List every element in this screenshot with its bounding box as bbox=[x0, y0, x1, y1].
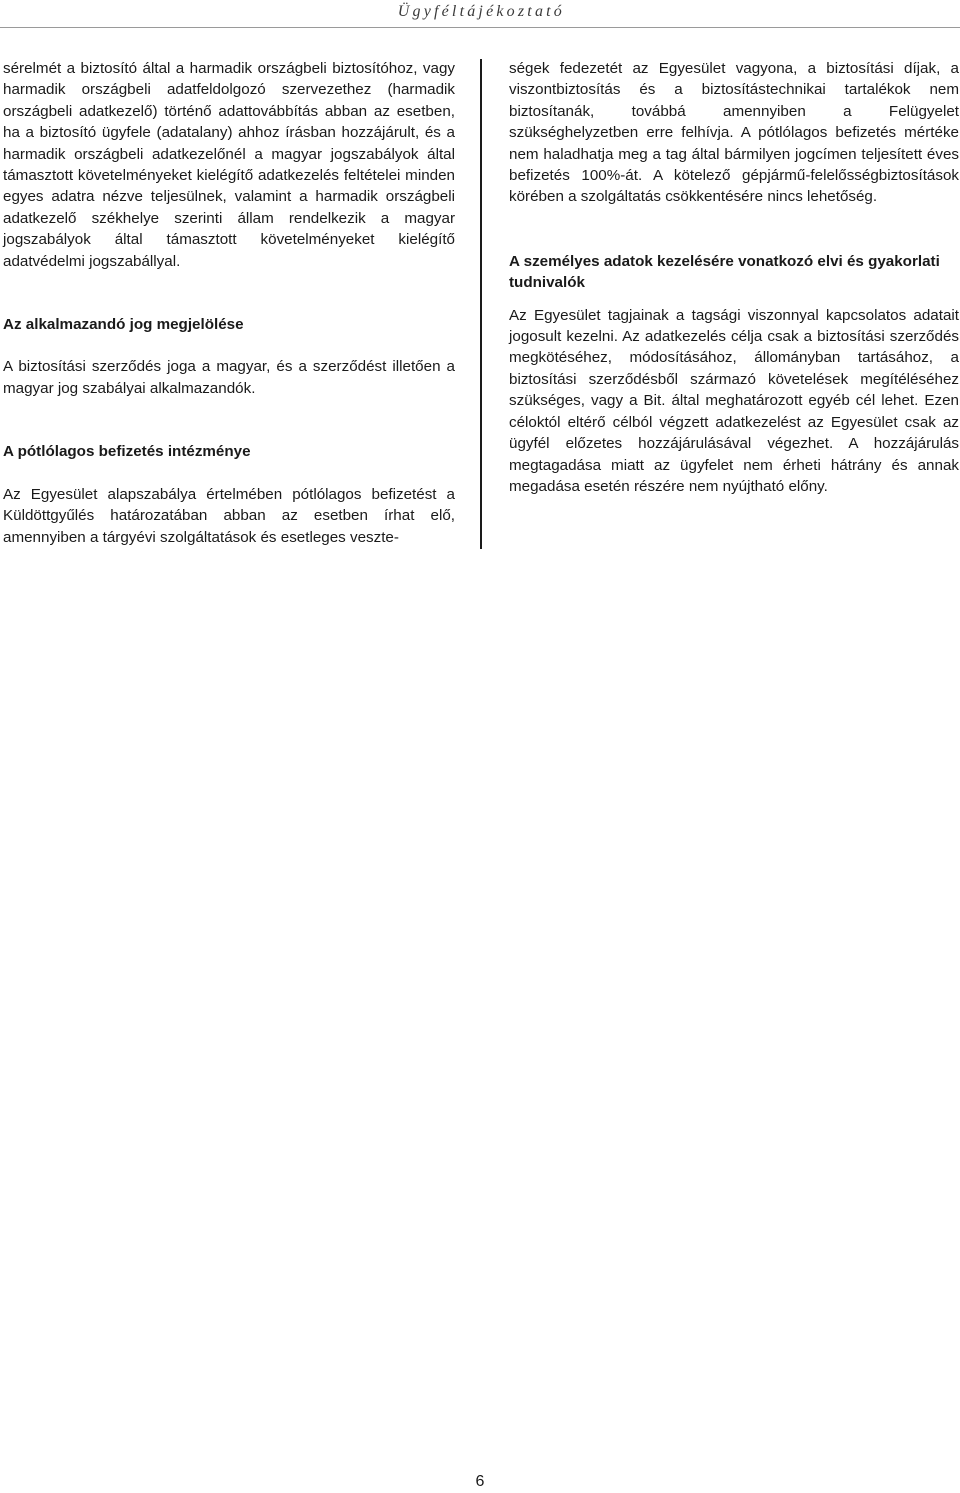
left-paragraph-2: A biztosítási szerződés joga a magyar, és a szerződést illetően a magyar jog szabályai alkalmazandók. bbox=[3, 358, 455, 397]
left-paragraph-3: Az Egyesület alapszabálya értelmében pótlólagos befizetést a Küldöttgyűlés határozatában abban az esetben írhat elő, amennyiben a tárgyévi szolgáltatások és esetleges veszte- bbox=[3, 485, 455, 546]
column-divider bbox=[480, 59, 482, 549]
page-number: 6 bbox=[475, 1473, 485, 1490]
left-column bbox=[3, 58, 455, 548]
heading-personal-data: A személyes adatok kezelésére vonatkozó elvi és gyakorlati tudnivalók bbox=[509, 252, 940, 292]
right-paragraph-2: Az Egyesület tagjainak a tagsági viszonnyal kapcsolatos adatait jogosult kezelni. Az adatkezelés célja csak a biztosítási szerződés megkötéséhez, módosításához, állományban tartásához, a biztosítási szerződésből származó követelések megítéléséhez szükséges, vagy a Bit. által meghatározott egyéb cél lehet. Ezen céloktól eltérő célból végzett adatkezelést az Egyesület csak az ügyfél előzetes hozzájárulásával végezhet. A hozzájárulás megtagadása miatt az ügyfelet nem érheti hátrány és annak megadása esetén részére nem nyújtható előny. bbox=[509, 306, 959, 495]
heading-supplementary-payment: A pótlólagos befizetés intézménye bbox=[3, 443, 251, 461]
header-rule bbox=[0, 27, 960, 28]
heading-applicable-law: Az alkalmazandó jog megjelölése bbox=[3, 316, 244, 334]
right-paragraph-1: ségek fedezetét az Egyesület vagyona, a biztosítási díjak, a viszontbiztosítás és a biztosítástechnikai tartalékok nem biztosítanák, továbbá amennyiben a Felügyelet szükséghelyzetben erre felhívja. A pótlólagos befizetés mértéke nem haladhatja meg a tag által bármilyen jogcímen teljesített éves befizetés 100%-át. A kötelező gépjármű-felelősségbiztosítások körében a szolgáltatás csökkentésére nincs lehetőség. bbox=[509, 60, 959, 206]
right-column bbox=[509, 58, 959, 497]
left-paragraph-1: sérelmét a biztosító által a harmadik országbeli biztosítóhoz, vagy harmadik országbeli adatfeldolgozó szervezethez (harmadik országbeli adatkezelő) történő adattovábbítás abban az esetben, ha a biztosító ügyfele (adatalany) ahhoz írásban hozzájárult, és a harmadik országbeli adatkezelőnél a magyar jogszabályok által támasztott követelményeket kielégítő adatkezelés feltételei minden egyes adatra nézve teljesülnek, valamint a harmadik országbeli adatkezelő székhelye szerinti állam rendelkezik a magyar jogszabályok által támasztott követelményeket kielégítő adatvédelmi jogszabállyal. bbox=[3, 60, 455, 270]
running-header-title: Ügyféltájékoztató bbox=[397, 3, 565, 20]
